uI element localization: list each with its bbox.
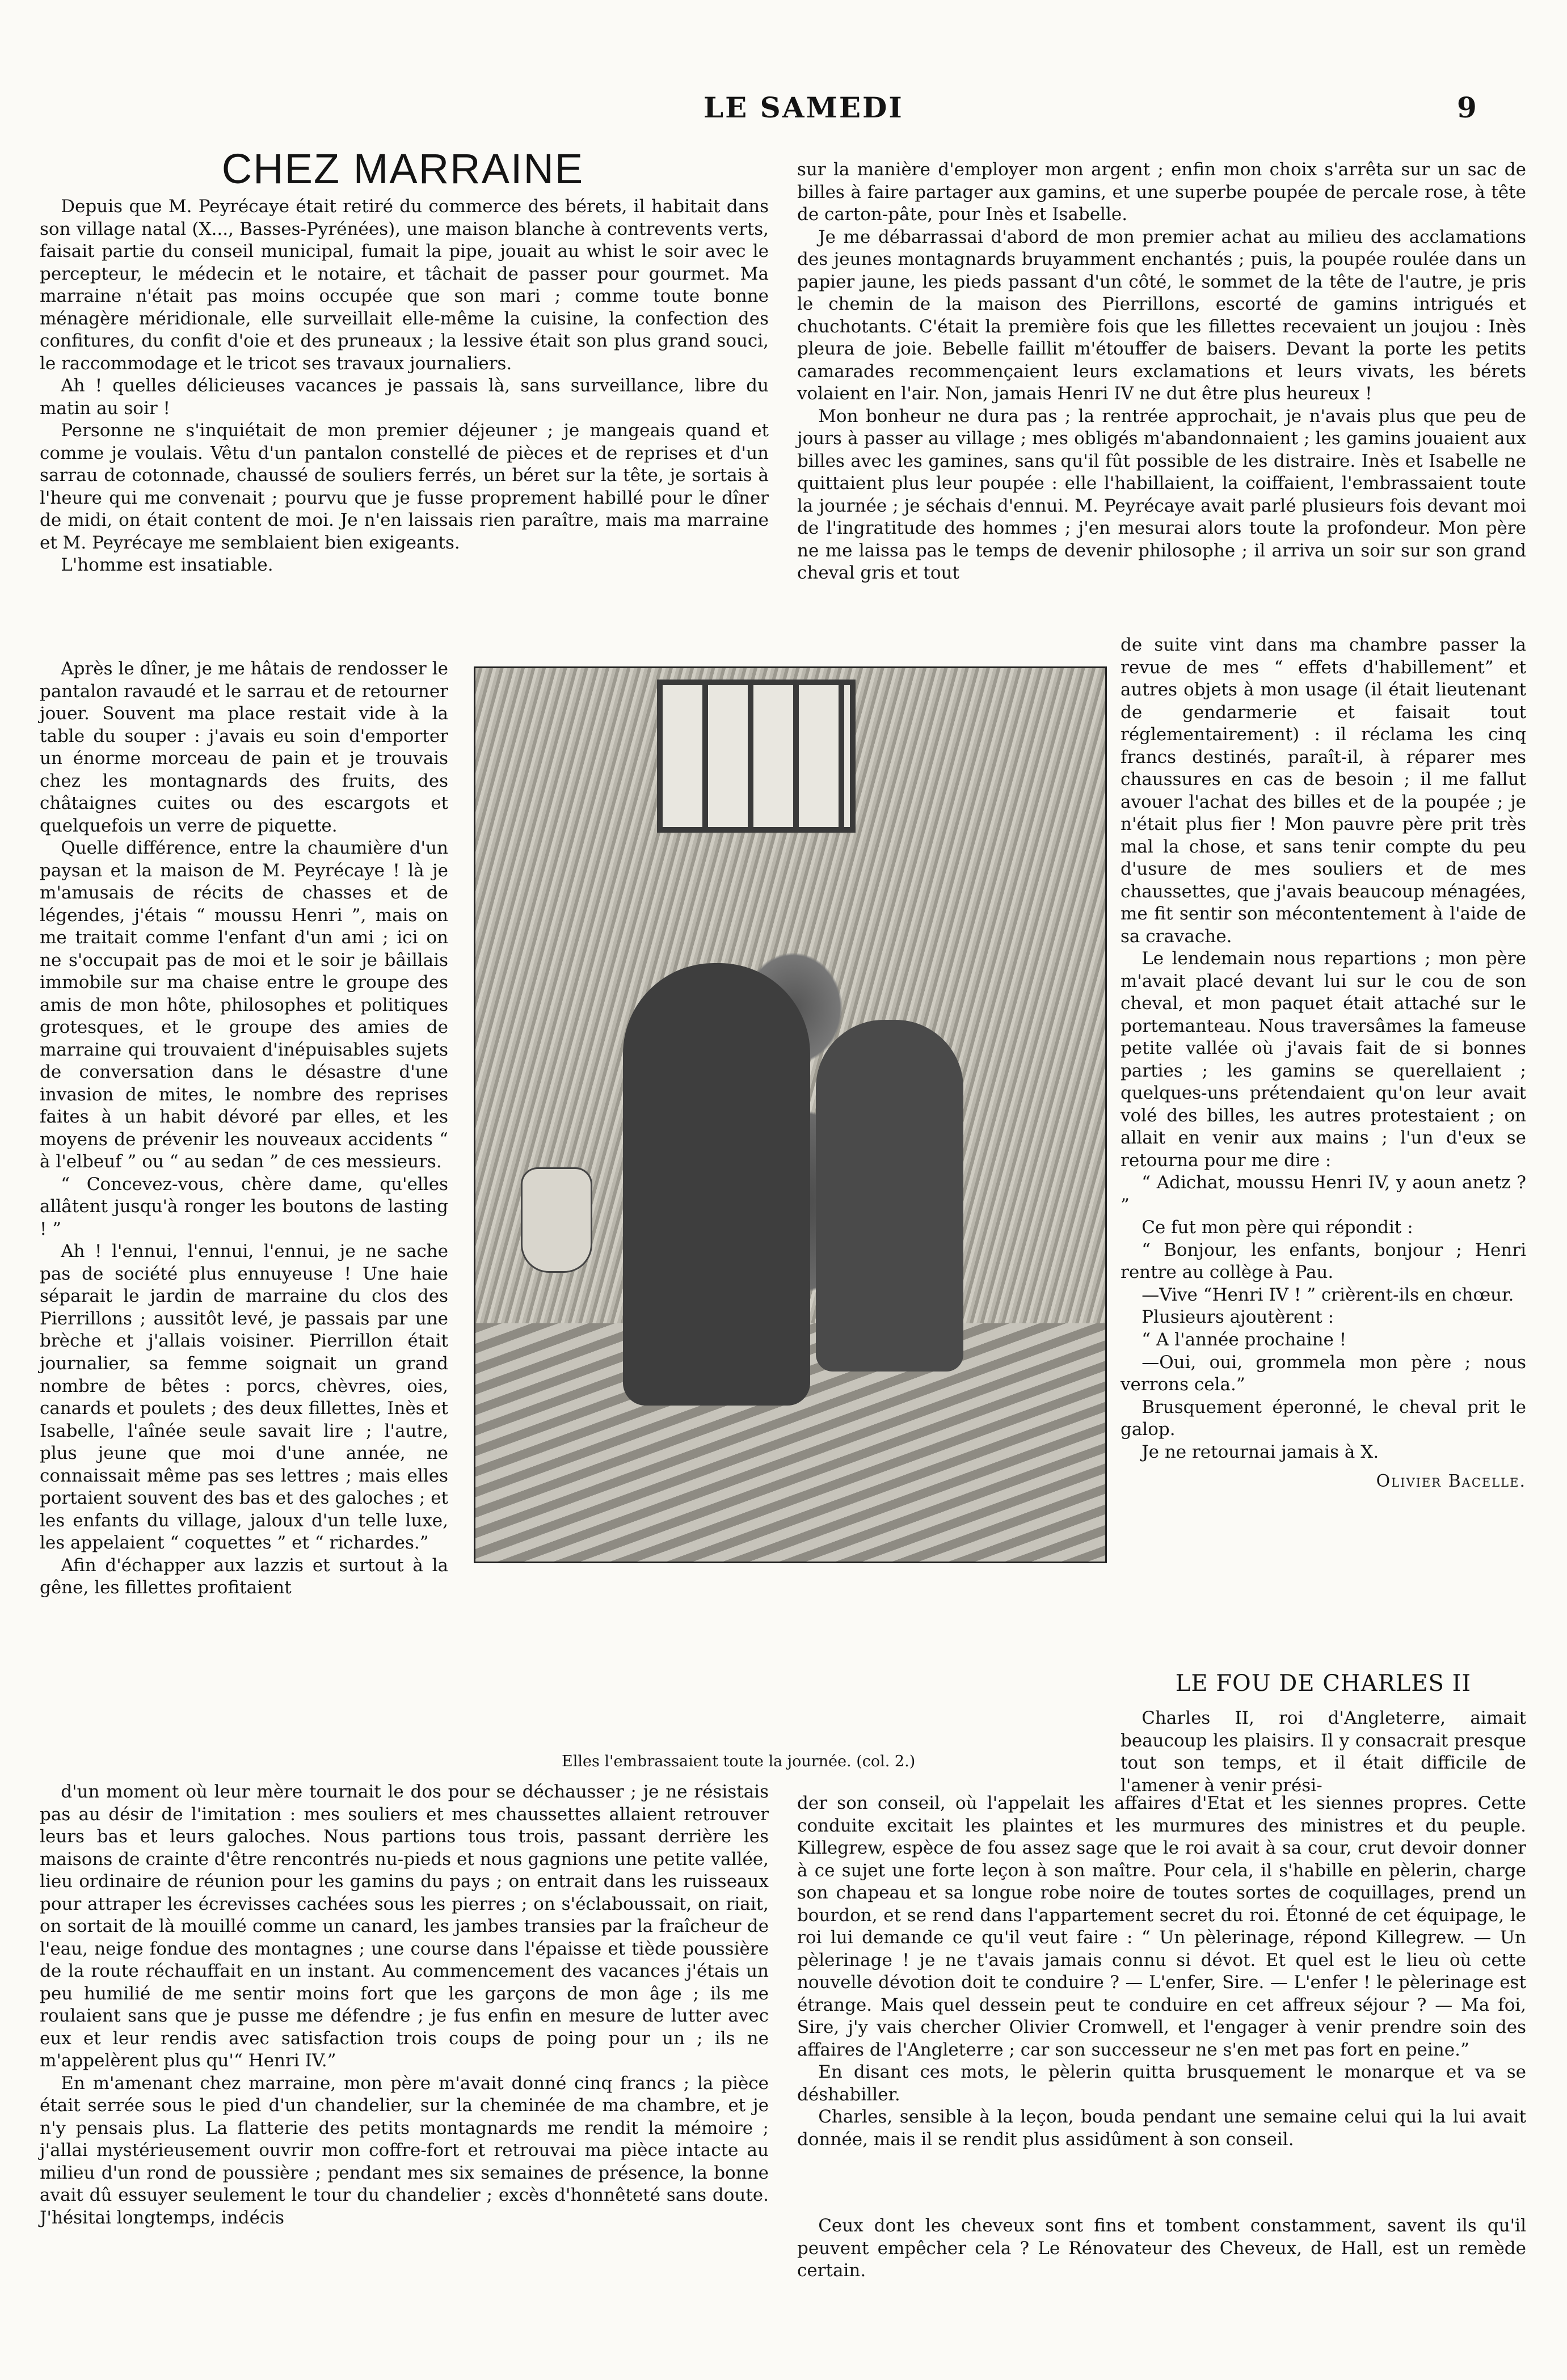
paragraph: der son conseil, où l'appelait les affaires d'Etat et les siennes propres. Cette conduite excitait les plaintes et les murmures des ministres et du peuple. Killegrew, espèce de fou assez sage que le roi avait à sa cour, crut devoir donner à ce sujet une forte leçon à son maître. Pour cela, il s'habille en pèlerin, charge son chapeau et sa longue robe noire de toutes sortes de coquillages, prend un bourdon, et se rend dans l'appartement secret du roi. Étonné de cet équipage, le roi lui demande ce qu'il veut faire : “ Un pèlerinage, répond Killegrew. — Un pèlerinage ! je ne t'avais jamais connu si dévot. Et quel est le lieu où cette nouvelle dévotion doit te conduire ? — L'enfer, Sire. — L'enfer ! le pèlerinage est étrange. Mais quel dessein peut te conduire en cet affreux séjour ? — Ma foi, Sire, j'y vais chercher Olivier Cromwell, et l'engager à venir prendre soin des affaires de l'Angleterre ; car son successeur ne s'en met pas fort en peine.” [797, 1793, 1526, 2060]
paragraph: Ah ! quelles délicieuses vacances je passais là, sans surveillance, libre du matin au soir ! [40, 375, 769, 419]
article-title: CHEZ MARRAINE [221, 145, 584, 192]
paragraph: “ Adichat, moussu Henri IV, y aoun anetz ? ” [1121, 1172, 1526, 1216]
paragraph: —Oui, oui, grommela mon père ; nous verrons cela.” [1121, 1352, 1526, 1395]
paragraph: Ce fut mon père qui répondit : [1141, 1217, 1413, 1238]
paragraph: Brusquement éperonné, le cheval prit le galop. [1121, 1396, 1526, 1440]
paragraph: Ah ! l'ennui, l'ennui, l'ennui, je ne sache pas de société plus ennuyeuse ! Une haie séparait le jardin de marraine du clos des Pierrillons ; aussitôt levé, je passais par une brèche et j'allais voisiner. Pierrillon était journalier, sa femme soignait un grand nombre de bêtes : porcs, chèvres, oies, canards et poulets ; des deux fillettes, Inès et Isabelle, l'aînée seule savait lire ; l'autre, plus jeune que moi d'une année, ne connaissait même pas ses lettres ; mais elles portaient souvent des bas et des galoches ; et les enfants du village, jaloux d'un telle luxe, les appelaient “ coquettes ” et “ richardes.” [40, 1241, 448, 1554]
paragraph: Charles, sensible à la leçon, bouda pendant une semaine celui qui la lui avait donnée, mais il se rendit plus assidûment à son conseil. [797, 2107, 1526, 2150]
paragraph: “ Concevez-vous, chère dame, qu'elles allâtent jusqu'à ronger les boutons de lasting ! ” [40, 1174, 448, 1239]
paragraph: Après le dîner, je me hâtais de rendosser le pantalon ravaudé et le sarrau et de retourner jouer. Souvent ma place restait vide à la table du souper : j'avais eu soin d'emporter un énorme morceau de pain et je trouvais chez les montagnards des fruits, des châtaignes cuites ou des escargots et quelquefois un verre de piquette. [40, 659, 448, 836]
paragraph: L'homme est insatiable. [61, 555, 273, 576]
girl-figure [816, 1020, 963, 1372]
paragraph: Charles II, roi d'Angleterre, aimait beaucoup les plaisirs. Il y consacrait presque tout son temps, et il était difficile de l'amener à venir prési- [1121, 1708, 1526, 1796]
window-drawing [657, 680, 856, 833]
author-signature: Olivier Bacelle. [1376, 1471, 1526, 1492]
paragraph: Plusieurs ajoutèrent : [1141, 1307, 1334, 1328]
paragraph: Je me débarrassai d'abord de mon premier achat au milieu des acclamations des jeunes montagnards bruyamment enchantés ; puis, la poupée roulée dans un papier jaune, les pieds passant d'un côté, le sommet de la tête de l'autre, je pris le chemin de la maison des Pierrillons, escorté de gamins intrigués et chuchotants. C'était la première fois que les fillettes recevaient un joujou : Inès pleura de joie. Bebelle faillit m'étouffer de baisers. Devant la porte les petits camarades recommençaient leurs exclamations et leurs vivats, les bérets volaient en l'air. Non, jamais Henri IV ne dut être plus heureux ! [797, 226, 1526, 404]
paragraph: Depuis que M. Peyrécaye était retiré du commerce des bérets, il habitait dans son village natal (X..., Basses-Pyrénées), une maison blanche à contrevents verts, faisait partie du conseil municipal, fumait la pipe, jouait au whist le soir avec le percepteur, le médecin et le notaire, et tâchait de passer pour gourmet. Ma marraine n'était pas moins occupée que son mari ; comme toute bonne ménagère méridionale, elle surveillait elle-même la cuisine, la confection des confitures, du confit d'oie et des pruneaux ; la lessive était son plus grand souci, le raccommodage et le tricot ses travaux journaliers. [40, 196, 769, 374]
illustration-caption: Elles l'embrassaient toute la journée. (col. 2.) [562, 1753, 916, 1770]
article-left-narrow [40, 658, 448, 1600]
article2-title: LE FOU DE CHARLES II [1175, 1670, 1472, 1697]
engraving-illustration [474, 666, 1107, 1563]
page-number: 9 [1457, 91, 1478, 124]
article-left-top [40, 196, 769, 577]
jug-drawing [521, 1167, 592, 1273]
paragraph: de suite vint dans ma chambre passer la revue de mes “ effets d'habillement” et autres objets à mon usage (il était lieutenant de gendarmerie et faisait tout réglementairement) : il réclama les cinq francs destinés, paraît-il, à réparer mes chaussures en cas de besoin ; il me fallut avouer l'achat des billes et de la poupée ; je n'était plus fier ! Mon pauvre père prit très mal la chose, et sans tenir compte du peu d'usure de mes souliers et de mes chaussettes, que j'avais beaucoup ménagées, me fit sentir son mécontentement à l'aide de sa cravache. [1121, 635, 1526, 947]
article2-wide [797, 1792, 1526, 2151]
paragraph: Afin d'échapper aux lazzis et surtout à la gêne, les fillettes profitaient [40, 1555, 448, 1598]
running-head: LE SAMEDI [704, 91, 904, 124]
paragraph: Le lendemain nous repartions ; mon père m'avait placé devant lui sur le cou de son cheval, et mon paquet était attaché sur le portemanteau. Nous traversâmes la fameuse petite vallée où j'avais fait de si bonnes parties ; les gamins se querellaient ; quelques-uns prétendaient qu'on leur avait volé des billes, les autres protestaient ; on allait en venir aux mains ; l'un d'eux se retourna pour me dire : [1121, 948, 1526, 1171]
paragraph: “ Bonjour, les enfants, bonjour ; Henri rentre au collège à Pau. [1121, 1239, 1526, 1283]
advertisement [797, 2215, 1526, 2282]
article-left-bottom [40, 1781, 769, 2229]
paragraph: En m'amenant chez marraine, mon père m'avait donné cinq francs ; la pièce était serrée sous le pied d'un chandelier, sur la cheminée de ma chambre, et je n'y pensais plus. La flatterie des petits montagnards me rendit la mémoire ; j'allai mystérieusement ouvrir mon coffre-fort et retrouvai ma pièce intacte au milieu d'un rond de poussière ; pendant mes six semaines de présence, la bonne avait dû essuyer seulement le tour du chandelier ; excès d'honnêteté sans doute. J'hésitai longtemps, indécis [40, 2073, 769, 2228]
woman-figure [623, 963, 810, 1406]
paragraph: En disant ces mots, le pèlerin quitta brusquement le monarque et va se déshabiller. [797, 2062, 1526, 2105]
paragraph: d'un moment où leur mère tournait le dos pour se déchausser ; je ne résistais pas au désir de l'imitation : mes souliers et mes chaussettes allaient retrouver leurs bas et leurs galoches. Nous partions tous trois, passant derrière les maisons de crainte d'être rencontrés nu-pieds et nous gagnions une petite vallée, lieu ordinaire de réunion pour les gamins du pays ; on entrait dans les ruisseaux pour attraper les écrevisses cachées sous les pierres ; on s'éclaboussait, on riait, on sortait de là mouillé comme un canard, les jambes transies par la fraîcheur de l'eau, neige fondue des montagnes ; une course dans l'épaisse et tiède poussière de la route réchauffait en un instant. Au commencement des vacances j'étais un peu humilié de me sentir moins fort que les garçons de mon âge ; ils me roulaient sans que je pusse me défendre ; je fus enfin en mesure de lutter avec eux et leur rendis avec satisfaction trois coups de poing pour un ; ils ne m'appelèrent plus qu'“ Henri IV.” [40, 1782, 769, 2071]
paragraph: sur la manière d'employer mon argent ; enfin mon choix s'arrêta sur un sac de billes à faire partager aux gamins, et une superbe poupée de percale rose, à tête de carton-pâte, pour Inès et Isabelle. [797, 159, 1526, 225]
advertisement-text: Ceux dont les cheveux sont fins et tombent constamment, savent ils qu'il peuvent empêcher cela ? Le Rénovateur des Cheveux, de Hall, est un remède certain. [797, 2216, 1526, 2281]
article2-narrow [1121, 1707, 1526, 1797]
paragraph: —Vive “Henri IV ! ” crièrent-ils en chœur. [1141, 1284, 1514, 1305]
paragraph: Je ne retournai jamais à X. [1141, 1441, 1379, 1462]
paragraph: “ A l'année prochaine ! [1141, 1329, 1347, 1350]
article-right-narrow [1121, 634, 1526, 1491]
article-right-top [797, 159, 1526, 585]
paragraph: Personne ne s'inquiétait de mon premier déjeuner ; je mangeais quand et comme je voulais. Vêtu d'un pantalon constellé de pièces et de reprises et d'un sarrau de cotonnade, chaussé de souliers ferrés, un béret sur la tête, je sortais à l'heure qui me convenait ; pourvu que je fusse proprement habillé pour le dîner de midi, on était content de moi. Je n'en laissais rien paraître, mais ma marraine et M. Peyrécaye me semblaient bien exigeants. [40, 420, 769, 553]
paragraph: Quelle différence, entre la chaumière d'un paysan et la maison de M. Peyrécaye ! là je m'amusais de récits de chasses et de légendes, j'étais “ moussu Henri ”, mais on me traitait comme l'enfant d'un ami ; ici on ne s'occupait pas de moi et le soir je bâillais immobile sur ma chaise entre le groupe des amis de mon hôte, philosophes et politiques grotesques, et le groupe des amies de marraine qui trouvaient d'inépuisables sujets de conversation dans le désastre d'une invasion de mites, le nombre des reprises faites à un habit dévoré par elles, et les moyens de prévenir les nouveaux accidents “ à l'elbeuf ” ou “ au sedan ” de ces messieurs. [40, 838, 448, 1172]
paragraph: Mon bonheur ne dura pas ; la rentrée approchait, je n'avais plus que peu de jours à passer au village ; mes obligés m'abandonnaient ; les gamins jouaient aux billes avec les gamines, sans qu'il fût possible de les distraire. Inès et Isabelle ne quittaient plus leur poupée : elle l'habillaient, la coiffaient, l'embrassaient toute la journée ; je séchais d'ennui. M. Peyrécaye avait parlé plusieurs fois devant moi de l'ingratitude des hommes ; j'en mesurai alors toute la profondeur. Mon père ne me laissa pas le temps de devenir philosophe ; il arriva un soir sur son grand cheval gris et tout [797, 406, 1526, 584]
